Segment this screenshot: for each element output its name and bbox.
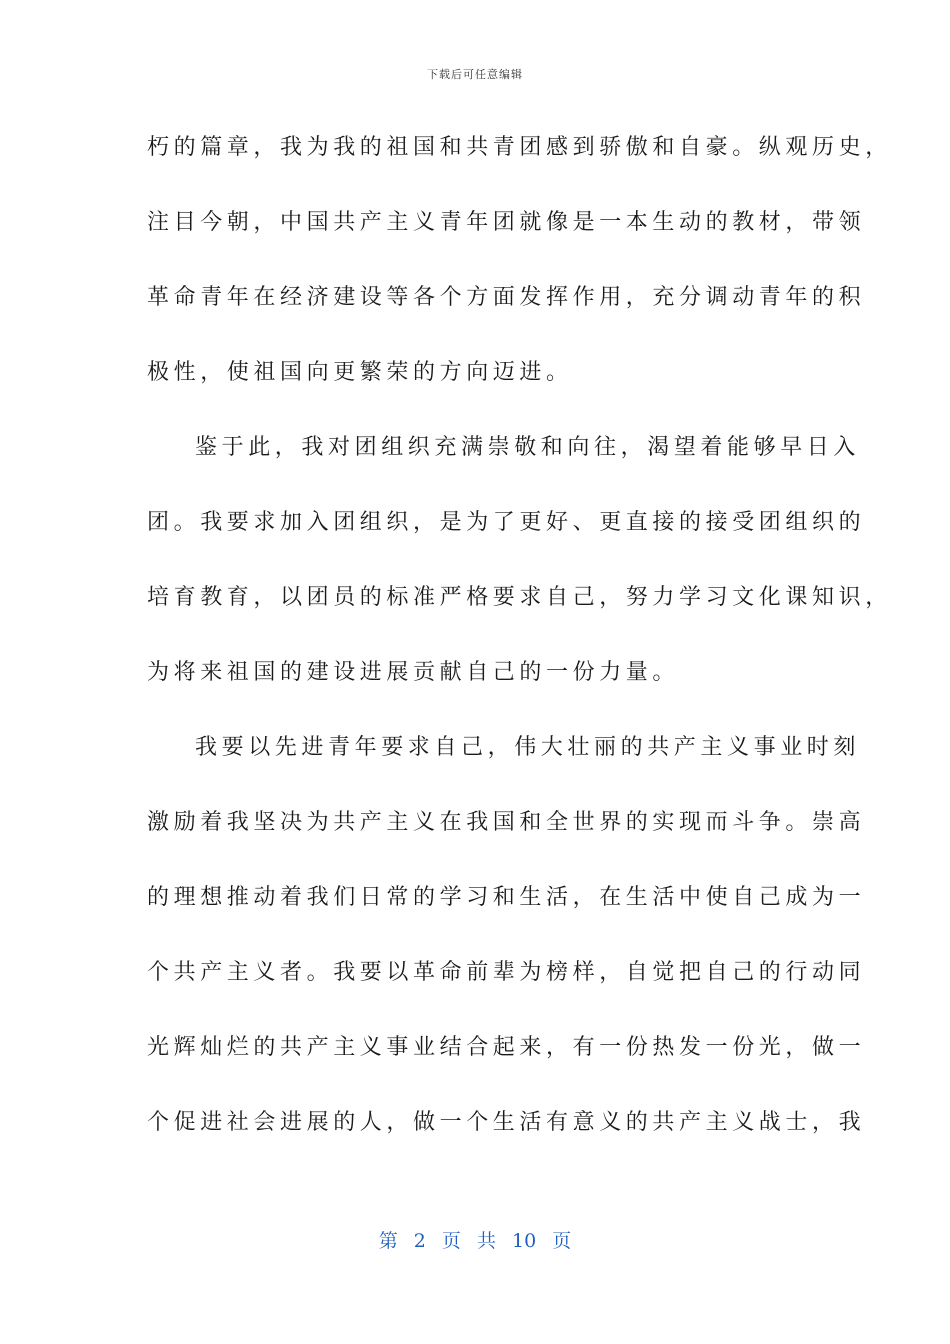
text-line: 个促进社会进展的人，做一个生活有意义的共产主义战士，我 xyxy=(147,1110,866,1135)
footer-gong: 共 xyxy=(476,1230,496,1252)
page-header: 下载后可任意编辑 xyxy=(427,68,523,81)
paragraph-start-line: 我要以先进青年要求自己，伟大壮丽的共产主义事业时刻 xyxy=(195,735,861,760)
footer-total-pages: 10 xyxy=(512,1230,537,1252)
page-footer xyxy=(0,1226,950,1253)
document-body xyxy=(147,128,892,1178)
text-line: 朽的篇章，我为我的祖国和共青团感到骄傲和自豪。纵观历史， xyxy=(147,135,892,160)
footer-page-number: 2 xyxy=(413,1230,426,1252)
text-line: 团。我要求加入团组织，是为了更好、更直接的接受团组织的 xyxy=(147,510,866,535)
text-line: 为将来祖国的建设进展贡献自己的一份力量。 xyxy=(147,660,680,685)
text-line: 激励着我坚决为共产主义在我国和全世界的实现而斗争。崇高 xyxy=(147,810,866,835)
footer-di: 第 xyxy=(378,1230,398,1252)
text-line: 个共产主义者。我要以革命前辈为榜样，自觉把自己的行动同 xyxy=(147,960,866,985)
paragraph-start-line: 鉴于此，我对团组织充满崇敬和向往，渴望着能够早日入 xyxy=(195,435,861,460)
text-line: 注目今朝，中国共产主义青年团就像是一本生动的教材，带领 xyxy=(147,210,866,235)
footer-ye: 页 xyxy=(441,1230,461,1252)
text-line: 光辉灿烂的共产主义事业结合起来，有一份热发一份光，做一 xyxy=(147,1035,866,1060)
footer-ye-total: 页 xyxy=(552,1230,572,1252)
text-line: 革命青年在经济建设等各个方面发挥作用，充分调动青年的积 xyxy=(147,285,866,310)
text-line: 极性，使祖国向更繁荣的方向迈进。 xyxy=(147,360,573,385)
text-line: 的理想推动着我们日常的学习和生活，在生活中使自己成为一 xyxy=(147,885,866,910)
text-line: 培育教育，以团员的标准严格要求自己，努力学习文化课知识， xyxy=(147,585,892,610)
